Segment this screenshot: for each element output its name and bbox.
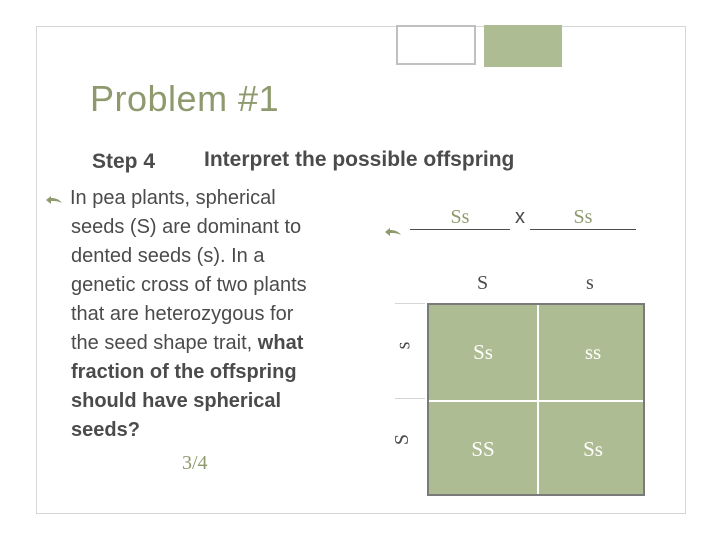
punnett-cell: ss	[584, 340, 602, 364]
question-line: fraction of the offspring	[71, 361, 297, 383]
question-line: seeds (S) are dominant to	[71, 216, 302, 238]
punnett-cell: Ss	[473, 340, 493, 364]
question-line: should have spherical	[71, 390, 282, 412]
parent2-genotype: Ss	[530, 205, 636, 230]
question-line	[52, 329, 362, 358]
punnett-cell: SS	[471, 437, 495, 461]
decorative-outline-box	[396, 25, 476, 65]
cross-statement	[410, 205, 636, 230]
question-line: dented seeds (s). In a	[71, 245, 265, 267]
question-line: genetic cross of two plants	[71, 274, 307, 296]
row-divider	[395, 398, 425, 399]
row-divider	[395, 303, 425, 304]
question-text-bold: what	[257, 332, 304, 354]
question-text	[52, 184, 362, 445]
decorative-green-box	[484, 25, 562, 67]
punnett-row-header: s	[392, 341, 415, 350]
punnett-cell: Ss	[583, 437, 603, 461]
punnett-square	[427, 303, 645, 496]
bullet-icon	[384, 226, 402, 238]
answer-text: 3/4	[182, 452, 208, 474]
question-text-plain: the seed shape trait,	[71, 332, 253, 354]
question-line: that are heterozygous for	[71, 303, 294, 325]
parent1-genotype: Ss	[410, 205, 510, 230]
punnett-column-header: S	[477, 272, 489, 294]
punnett-row-header: S	[391, 433, 414, 446]
cross-operator: x	[515, 206, 525, 228]
step-label: Step 4	[92, 150, 156, 173]
slide-title: Problem #1	[90, 78, 280, 119]
step-heading: Interpret the possible offspring	[204, 148, 515, 171]
question-line: seeds?	[71, 419, 140, 441]
question-line: In pea plants, spherical	[70, 187, 276, 209]
punnett-column-header: s	[586, 272, 594, 294]
